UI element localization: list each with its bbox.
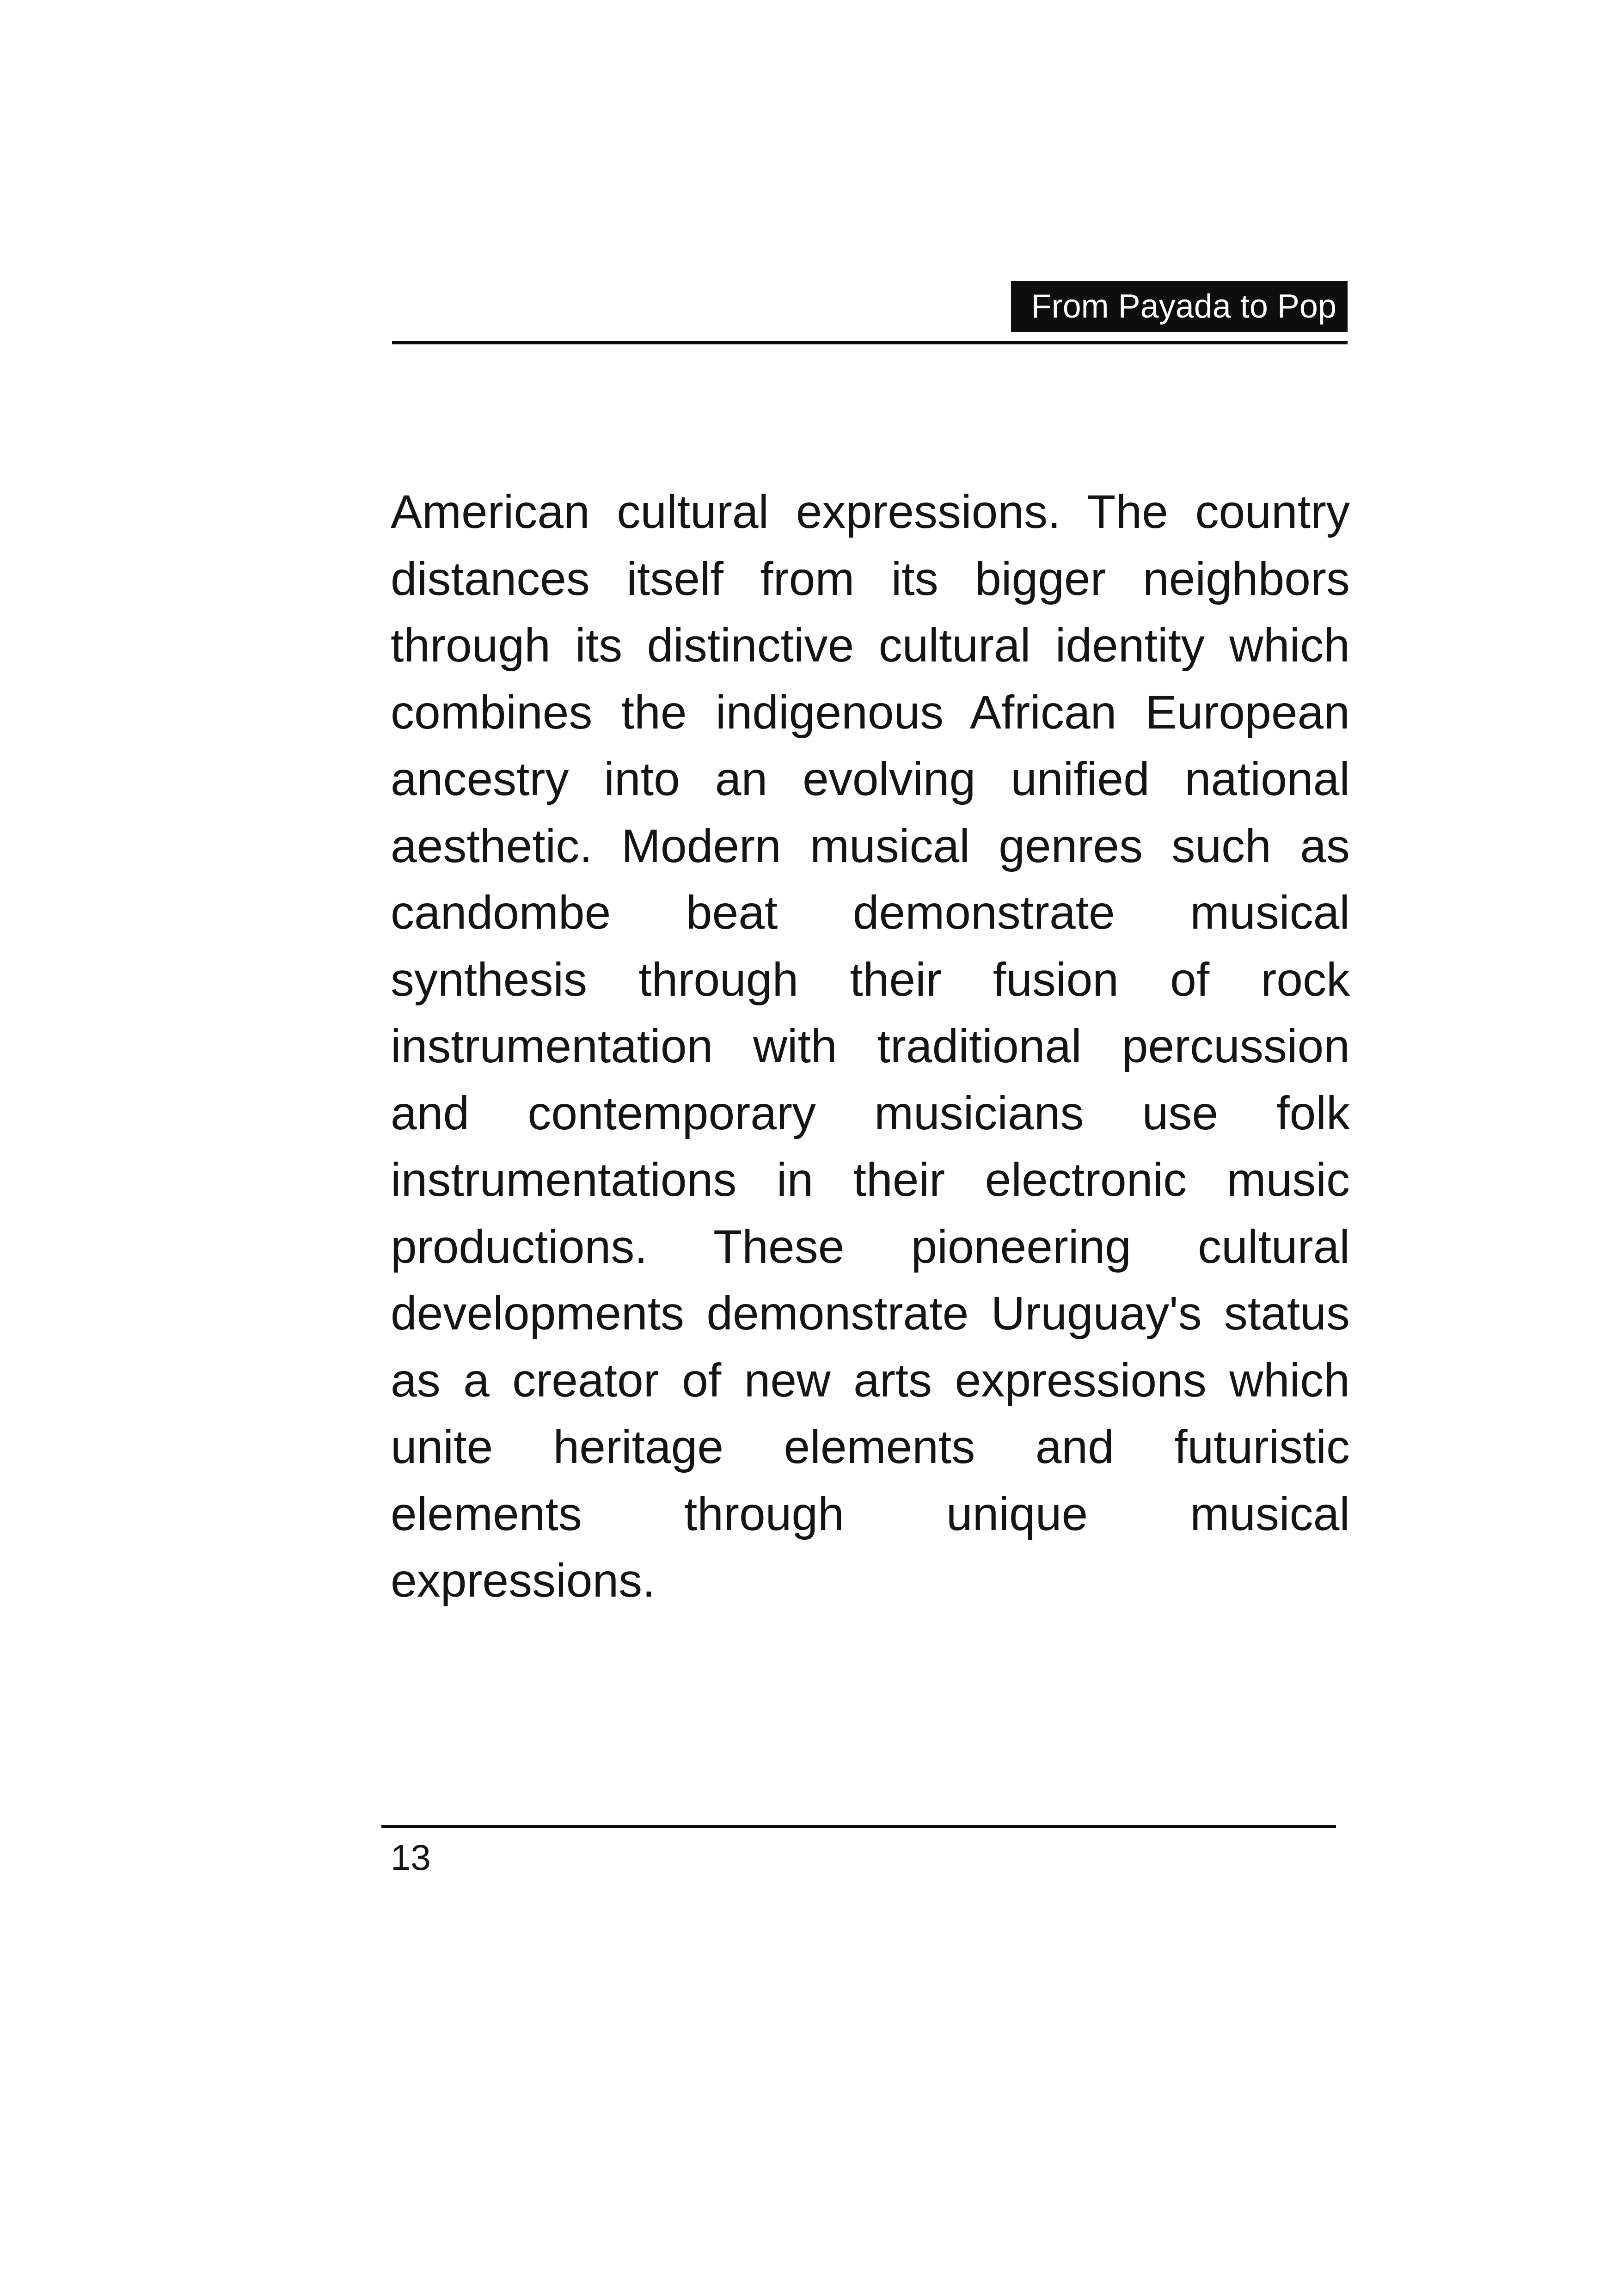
header-rule — [392, 341, 1348, 344]
page-number: 13 — [391, 1837, 431, 1878]
running-header — [1011, 281, 1348, 332]
footer-rule — [381, 1825, 1336, 1828]
body-paragraph: American cultural expressions. The country distances itself from its bigger neighbors through its distinctive cultural identity which combines the indigenous African European ancestry into an evolving unified national aesthetic. Modern musical genres such as candombe beat demonstrate musical synthesis through their fusion of rock instrumentation with traditional percussion and contemporary musicians use folk instrumentations in their electronic music productions. These pioneering cultural developments demonstrate Uruguay's status as a creator of new arts expressions which unite heritage elements and futuristic elements through unique musical expressions. — [391, 485, 1350, 1607]
running-header-title: From Payada to Pop — [1031, 288, 1336, 325]
